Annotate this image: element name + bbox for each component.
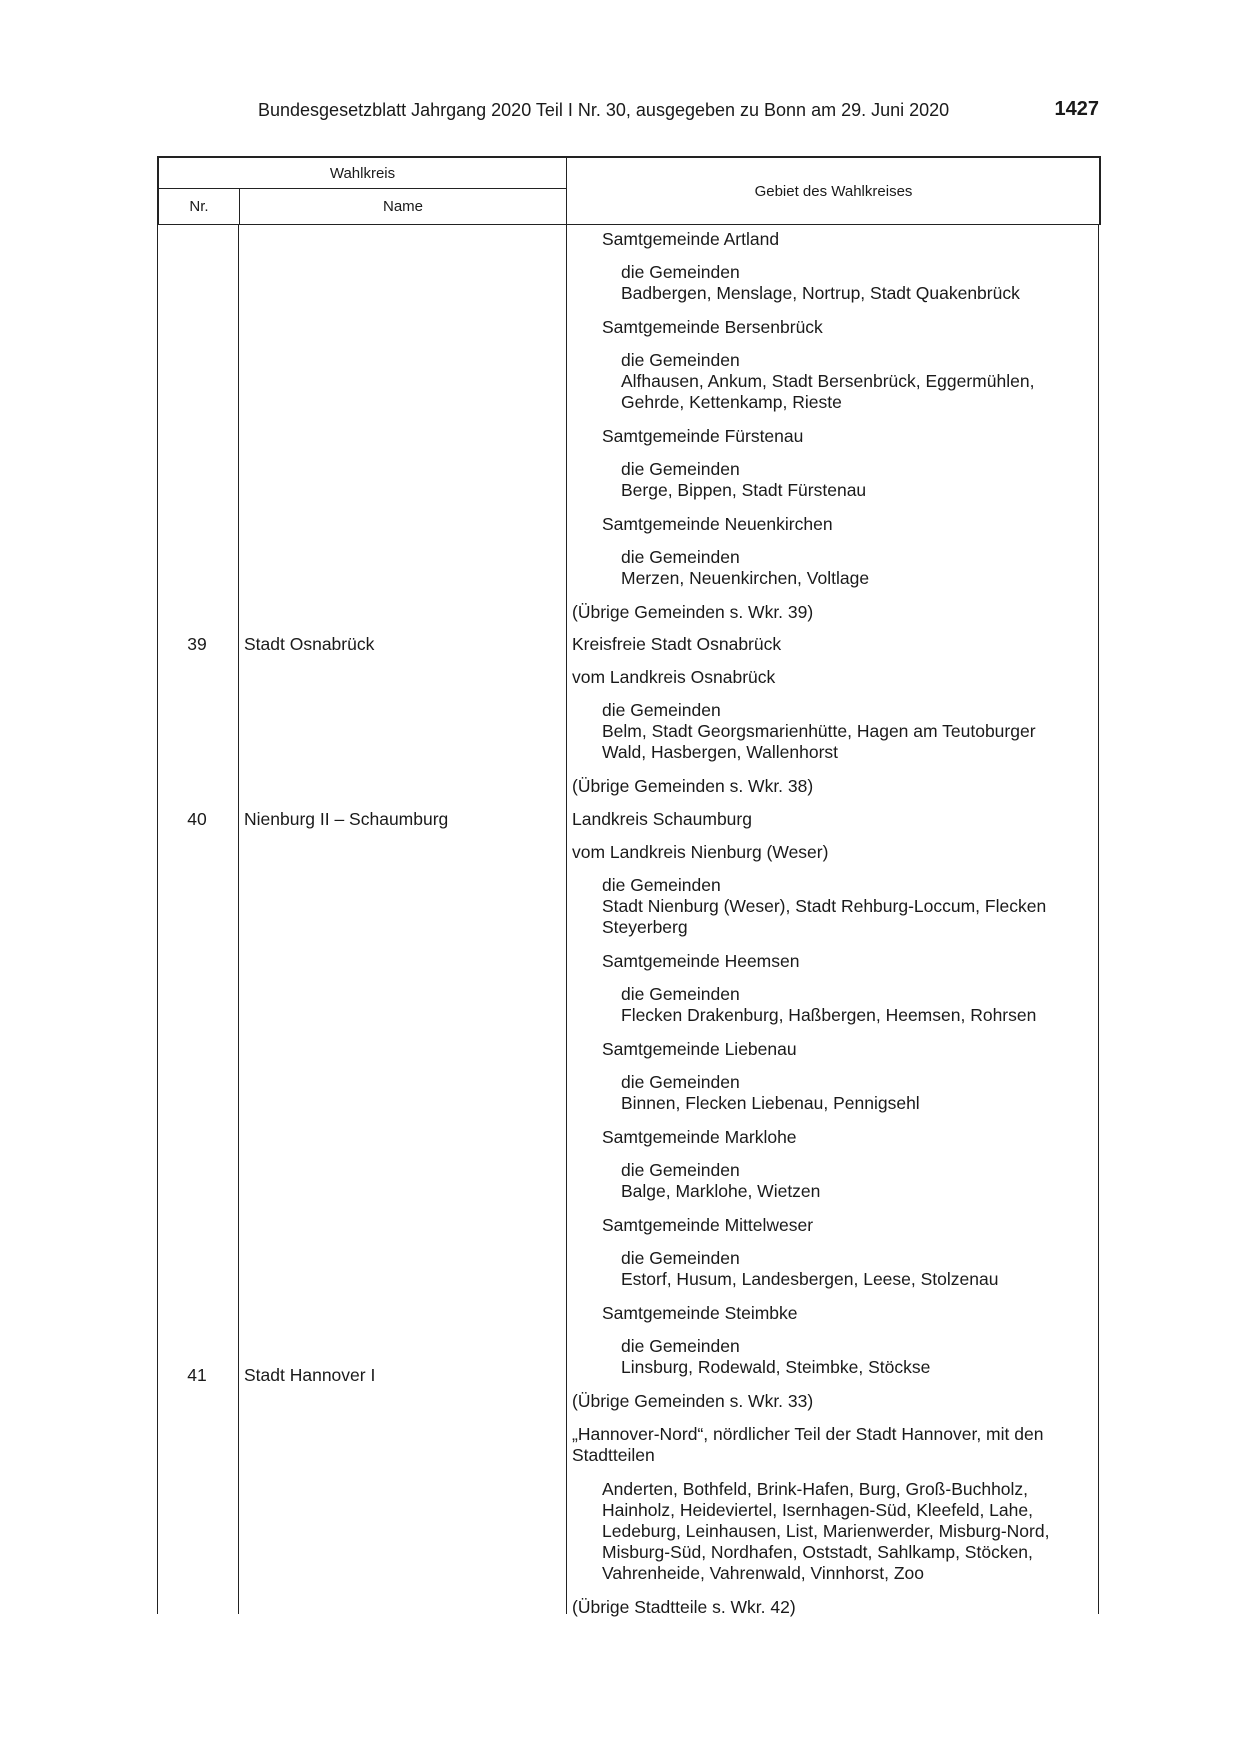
samtgemeinde-heading: Samtgemeinde Heemsen (602, 951, 800, 971)
stadtteile-list: Vahrenheide, Vahrenwald, Vinnhorst, Zoo (602, 1563, 925, 1583)
samtgemeinde-heading: Samtgemeinde Mittelweser (602, 1215, 814, 1235)
column-divider-right (1098, 224, 1099, 1614)
gemeinden-list: Stadt Nienburg (Weser), Stadt Rehburg-Loccum, Flecken (602, 896, 1047, 916)
district-nr: 40 (187, 809, 207, 829)
district-nr: 41 (187, 1365, 207, 1385)
gemeinden-list: Berge, Bippen, Stadt Fürstenau (621, 480, 867, 500)
gebiet-entry: „Hannover-Nord“, nördlicher Teil der Stadt Hannover, mit den (572, 1424, 1044, 1444)
gemeinden-list: Steyerberg (602, 917, 688, 937)
gemeinden-list: Flecken Drakenburg, Haßbergen, Heemsen, Rohrsen (621, 1005, 1037, 1025)
samtgemeinde-heading: Samtgemeinde Fürstenau (602, 426, 804, 446)
gemeinden-label: die Gemeinden (621, 1160, 740, 1180)
header-nr: Nr. (159, 189, 240, 224)
gemeinden-list: Estorf, Husum, Landesbergen, Leese, Stolzenau (621, 1269, 999, 1289)
gemeinden-label: die Gemeinden (602, 875, 721, 895)
header-wahlkreis: Wahlkreis (159, 158, 567, 189)
samtgemeinde-heading: Samtgemeinde Artland (602, 229, 780, 249)
gebiet-entry: Landkreis Schaumburg (572, 809, 752, 829)
gemeinden-list: Alfhausen, Ankum, Stadt Bersenbrück, Eggermühlen, (621, 371, 1035, 391)
gemeinden-list: Balge, Marklohe, Wietzen (621, 1181, 821, 1201)
stadtteile-list: Hainholz, Heideviertel, Isernhagen-Süd, Kleefeld, Lahe, (602, 1500, 1033, 1520)
cross-reference: (Übrige Gemeinden s. Wkr. 38) (572, 776, 814, 796)
gemeinden-list: Belm, Stadt Georgsmarienhütte, Hagen am Teutoburger (602, 721, 1036, 741)
page-number: 1427 (1054, 98, 1099, 120)
cross-reference: (Übrige Stadtteile s. Wkr. 42) (572, 1597, 796, 1617)
samtgemeinde-heading: Samtgemeinde Neuenkirchen (602, 514, 833, 534)
district-name: Stadt Hannover I (244, 1365, 376, 1385)
column-divider-left (157, 224, 158, 1614)
header-name: Name (240, 189, 567, 224)
gemeinden-label: die Gemeinden (621, 459, 740, 479)
gebiet-entry: Stadtteilen (572, 1445, 655, 1465)
column-divider-name (566, 224, 567, 1614)
gebiet-entry: vom Landkreis Nienburg (Weser) (572, 842, 829, 862)
gemeinden-label: die Gemeinden (621, 1072, 740, 1092)
stadtteile-list: Misburg-Süd, Nordhafen, Oststadt, Sahlkamp, Stöcken, (602, 1542, 1033, 1562)
column-divider-nr (238, 224, 239, 1614)
cross-reference: (Übrige Gemeinden s. Wkr. 33) (572, 1391, 814, 1411)
samtgemeinde-heading: Samtgemeinde Liebenau (602, 1039, 797, 1059)
gemeinden-list: Linsburg, Rodewald, Steimbke, Stöckse (621, 1357, 931, 1377)
running-head: Bundesgesetzblatt Jahrgang 2020 Teil I Nr. 30, ausgegeben zu Bonn am 29. Juni 2020 (258, 100, 950, 120)
gemeinden-label: die Gemeinden (621, 262, 740, 282)
district-name: Stadt Osnabrück (244, 634, 375, 654)
stadtteile-list: Anderten, Bothfeld, Brink-Hafen, Burg, Groß-Buchholz, (602, 1479, 1029, 1499)
gemeinden-label: die Gemeinden (602, 700, 721, 720)
samtgemeinde-heading: Samtgemeinde Marklohe (602, 1127, 797, 1147)
gemeinden-label: die Gemeinden (621, 547, 740, 567)
district-nr: 39 (187, 634, 207, 654)
gemeinden-label: die Gemeinden (621, 1336, 740, 1356)
gemeinden-list: Binnen, Flecken Liebenau, Pennigsehl (621, 1093, 920, 1113)
samtgemeinde-heading: Samtgemeinde Steimbke (602, 1303, 798, 1323)
gemeinden-list: Gehrde, Kettenkamp, Rieste (621, 392, 842, 412)
wahlkreis-table (157, 156, 1099, 1617)
gemeinden-list: Wald, Hasbergen, Wallenhorst (602, 742, 839, 762)
gebiet-entry: vom Landkreis Osnabrück (572, 667, 776, 687)
gemeinden-list: Badbergen, Menslage, Nortrup, Stadt Quakenbrück (621, 283, 1020, 303)
district-name: Nienburg II – Schaumburg (244, 809, 449, 829)
table-header (157, 156, 1101, 225)
cross-reference: (Übrige Gemeinden s. Wkr. 39) (572, 602, 814, 622)
header-gebiet: Gebiet des Wahlkreises (754, 182, 913, 200)
gemeinden-list: Merzen, Neuenkirchen, Voltlage (621, 568, 870, 588)
stadtteile-list: Ledeburg, Leinhausen, List, Marienwerder, Misburg-Nord, (602, 1521, 1050, 1541)
gebiet-entry: Kreisfreie Stadt Osnabrück (572, 634, 782, 654)
gemeinden-label: die Gemeinden (621, 984, 740, 1004)
samtgemeinde-heading: Samtgemeinde Bersenbrück (602, 317, 823, 337)
gemeinden-label: die Gemeinden (621, 1248, 740, 1268)
gemeinden-label: die Gemeinden (621, 350, 740, 370)
